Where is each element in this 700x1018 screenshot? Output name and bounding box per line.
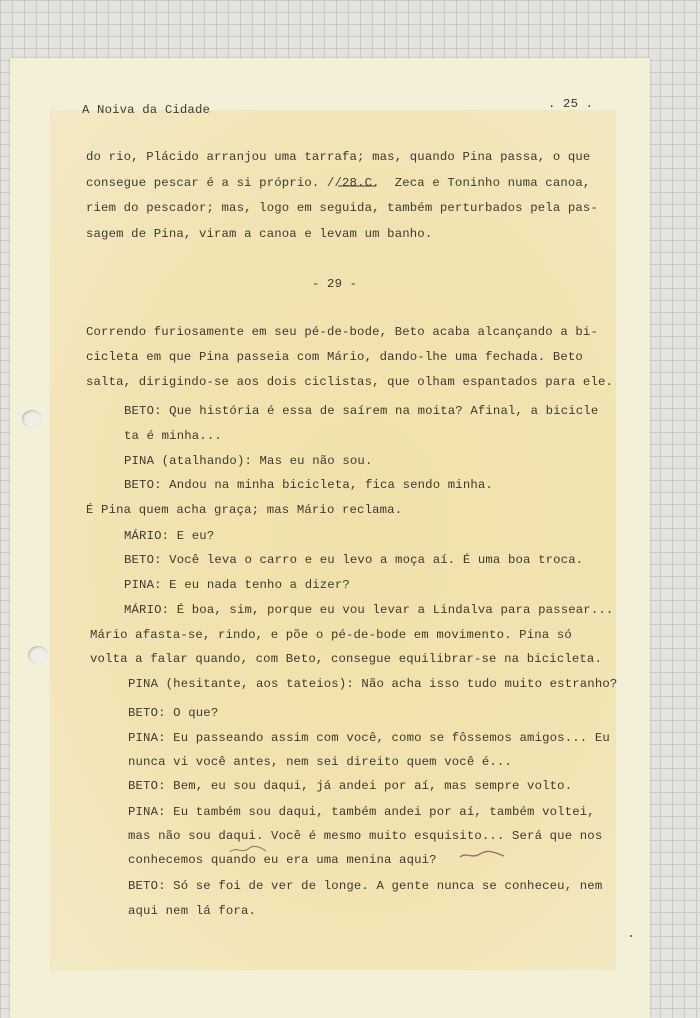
handwritten-mark	[228, 844, 268, 856]
scene-number: - 29 -	[312, 277, 358, 291]
dialogue-line: BETO: O que?	[128, 706, 219, 720]
dialogue-line: BETO: Que história é essa de saírem na moita? Afinal, a bicicle	[124, 404, 599, 418]
text-line: consegue pescar é a si próprio. //28.C. Zeca e Toninho numa canoa,	[86, 176, 591, 190]
underline-mark	[338, 184, 378, 188]
dialogue-line: MÁRIO: É boa, sim, porque eu vou levar a Lindalva para passear...	[124, 603, 614, 617]
punch-hole-bottom	[28, 646, 48, 664]
text-line: salta, dirigindo-se aos dois ciclistas, que olham espantados para ele.	[86, 375, 614, 389]
ink-dot	[630, 935, 632, 937]
text-line: É Pina quem acha graça; mas Mário reclama.	[86, 503, 403, 517]
dialogue-line: mas não sou daqui. Você é mesmo muito esquisito... Será que nos	[128, 829, 603, 843]
text-line: cicleta em que Pina passeia com Mário, dando-lhe uma fechada. Beto	[86, 350, 583, 364]
dialogue-line: BETO: Você leva o carro e eu levo a moça aí. É uma boa troca.	[124, 553, 584, 567]
text-line: Mário afasta-se, rindo, e põe o pé-de-bode em movimento. Pina só	[90, 628, 572, 642]
text-line: do rio, Plácido arranjou uma tarrafa; mas, quando Pina passa, o que	[86, 150, 591, 164]
text-line: volta a falar quando, com Beto, consegue equilibrar-se na bicicleta.	[90, 652, 602, 666]
dialogue-line: ta é minha...	[124, 429, 222, 443]
dialogue-line: BETO: Só se foi de ver de longe. A gente nunca se conheceu, nem	[128, 879, 603, 893]
handwritten-mark	[458, 848, 506, 862]
dialogue-line: aqui nem lá fora.	[128, 904, 256, 918]
page-number: . 25 .	[548, 97, 594, 111]
text-line: Correndo furiosamente em seu pé-de-bode, Beto acaba alcançando a bi-	[86, 325, 598, 339]
punch-hole-top	[22, 410, 42, 428]
text-line: riem do pescador; mas, logo em seguida, também perturbados pela pas-	[86, 201, 598, 215]
dialogue-line: BETO: Bem, eu sou daqui, já andei por aí, mas sempre volto.	[128, 779, 573, 793]
dialogue-line: PINA (atalhando): Mas eu não sou.	[124, 454, 373, 468]
dialogue-line: PINA: E eu nada tenho a dizer?	[124, 578, 350, 592]
text-line: sagem de Pina, viram a canoa e levam um banho.	[86, 227, 433, 241]
dialogue-line: PINA: Eu também sou daqui, também andei por aí, também voltei,	[128, 805, 595, 819]
dialogue-line: PINA (hesitante, aos tateios): Não acha isso tudo muito estranho?	[128, 677, 618, 691]
dialogue-line: BETO: Andou na minha bicicleta, fica sendo minha.	[124, 478, 493, 492]
dialogue-line: MÁRIO: E eu?	[124, 529, 215, 543]
dialogue-line: nunca vi você antes, nem sei direito quem você é...	[128, 755, 512, 769]
dialogue-line: conhecemos quando eu era uma menina aqui?	[128, 853, 437, 867]
header-title: A Noiva da Cidade	[82, 103, 210, 117]
dialogue-line: PINA: Eu passeando assim com você, como se fôssemos amigos... Eu	[128, 731, 610, 745]
